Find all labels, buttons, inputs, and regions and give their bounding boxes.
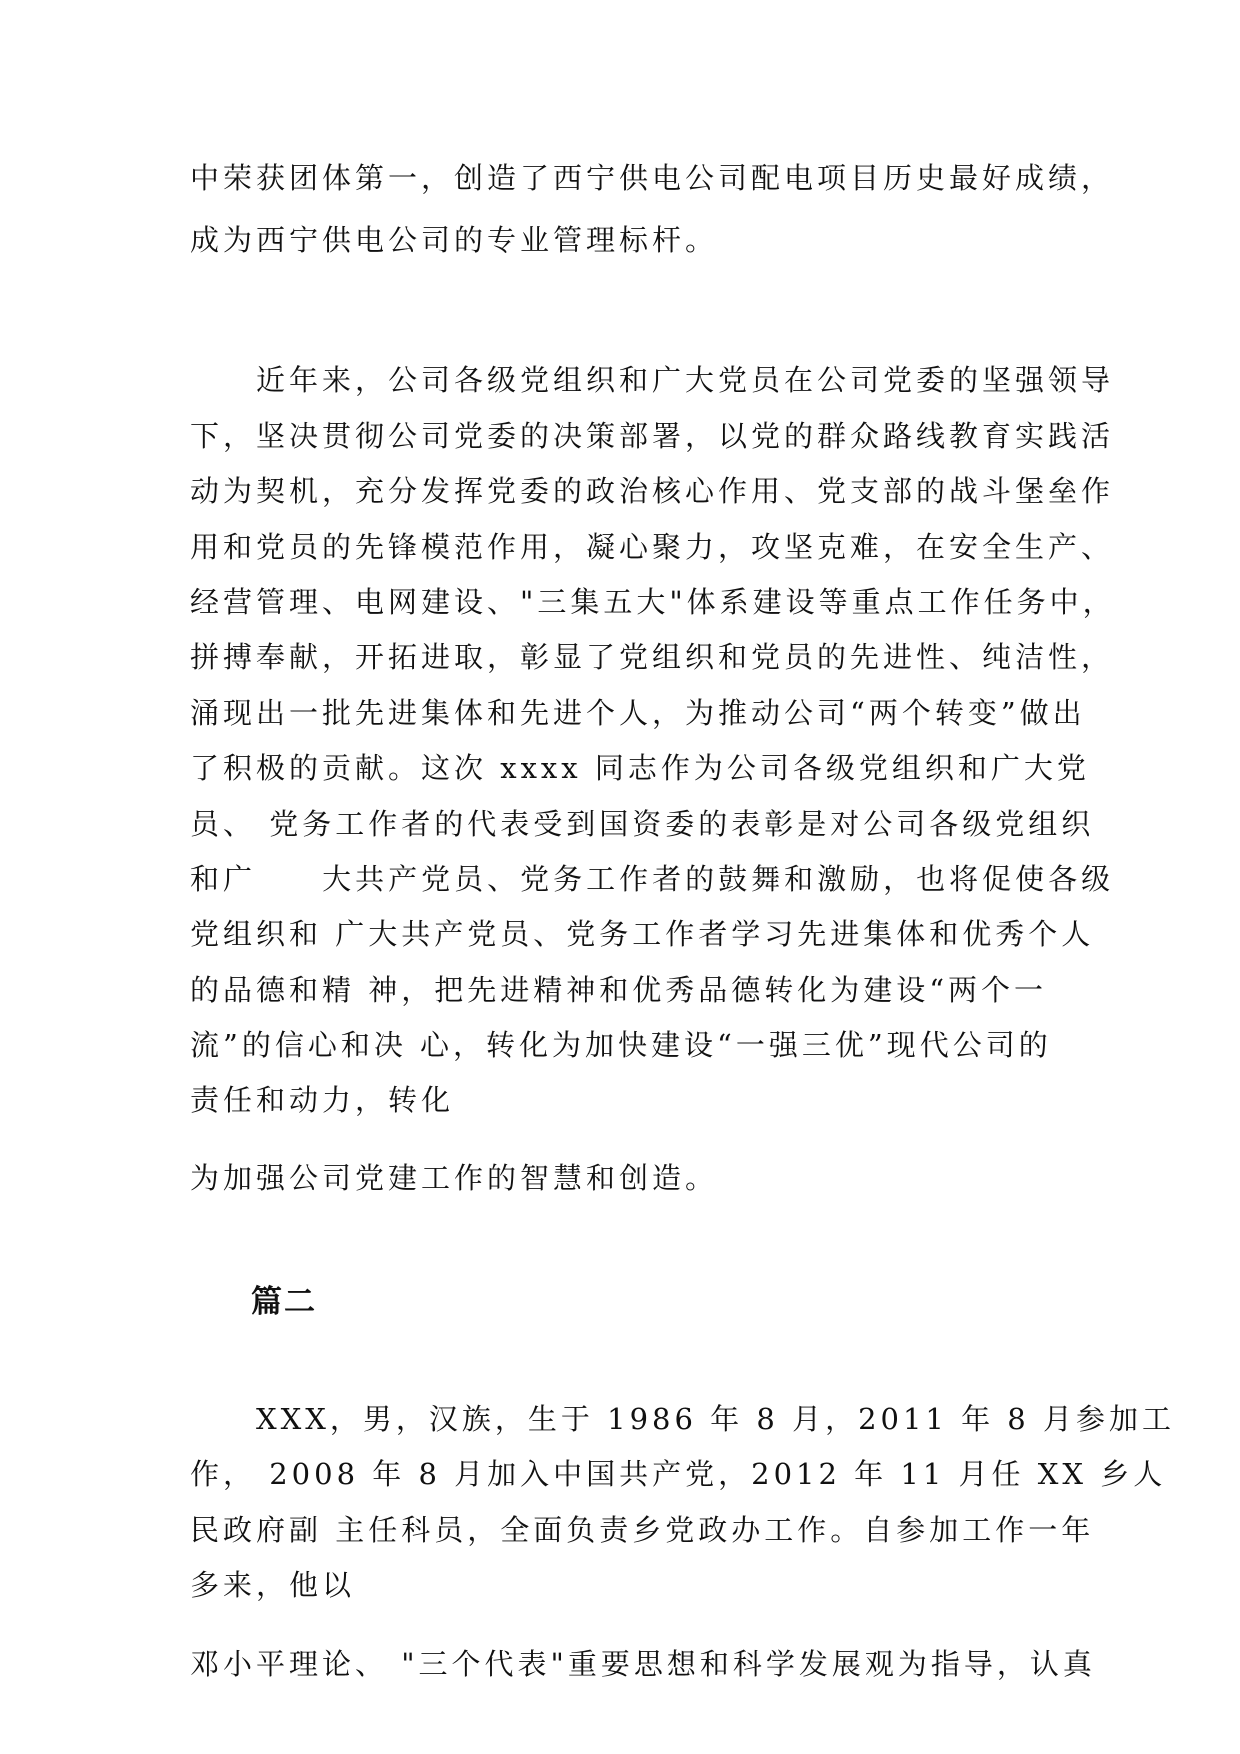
paragraph-line: 邓小平理论、 "三个代表"重要思想和科学发展观为指导，认真 [190, 1647, 1096, 1681]
paragraph-line: 拼搏奉献，开拓进取，彰显了党组织和党员的先进性、纯洁性， [190, 640, 1115, 674]
paragraph-line: 作， 2008 年 8 月加入中国共产党，2012 年 11 月任 XX 乡人 [190, 1457, 1167, 1491]
paragraph-line: 责任和动力，转化 [190, 1083, 455, 1117]
paragraph-line: 员、 党务工作者的代表受到国资委的表彰是对公司各级党组织 [190, 807, 1095, 841]
paragraph-line: XXX，男，汉族，生于 1986 年 8 月，2011 年 8 月参加工 [190, 1402, 1175, 1436]
paragraph-line: 成为西宁供电公司的专业管理标杆。 [190, 223, 719, 257]
paragraph-line: 下，坚决贯彻公司党委的决策部署，以党的群众路线教育实践活 [190, 419, 1115, 453]
paragraph-line: 动为契机，充分发挥党委的政治核心作用、党支部的战斗堡垒作 [190, 474, 1115, 508]
paragraph-line: 民政府副 主任科员，全面负责乡党政办工作。自参加工作一年 [190, 1513, 1095, 1547]
paragraph-line: 近年来，公司各级党组织和广大党员在公司党委的坚强领导 [190, 363, 1115, 397]
section-heading: 篇二 [251, 1284, 317, 1320]
paragraph-line: 经营管理、电网建设、"三集五大"体系建设等重点工作任务中， [190, 585, 1116, 619]
paragraph-line: 流”的信心和决 心，转化为加快建设“一强三优”现代公司的 [190, 1028, 1052, 1062]
paragraph-line: 和广 大共产党员、党务工作者的鼓舞和激励，也将促使各级 [190, 862, 1115, 896]
paragraph-line: 用和党员的先锋模范作用，凝心聚力，攻坚克难，在安全生产、 [190, 530, 1115, 564]
paragraph-line: 的品德和精 神，把先进精神和优秀品德转化为建设“两个一 [190, 973, 1048, 1007]
paragraph-line: 了积极的贡献。这次 xxxx 同志作为公司各级党组织和广大党 [190, 751, 1090, 785]
paragraph-line: 多来，他以 [190, 1568, 356, 1602]
paragraph-line: 中荣获团体第一，创造了西宁供电公司配电项目历史最好成绩， [190, 161, 1115, 195]
paragraph-line: 为加强公司党建工作的智慧和创造。 [190, 1161, 719, 1195]
paragraph-line: 涌现出一批先进集体和先进个人，为推动公司“两个转变”做出 [190, 696, 1086, 730]
paragraph-line: 党组织和 广大共产党员、党务工作者学习先进集体和优秀个人 [190, 917, 1095, 951]
